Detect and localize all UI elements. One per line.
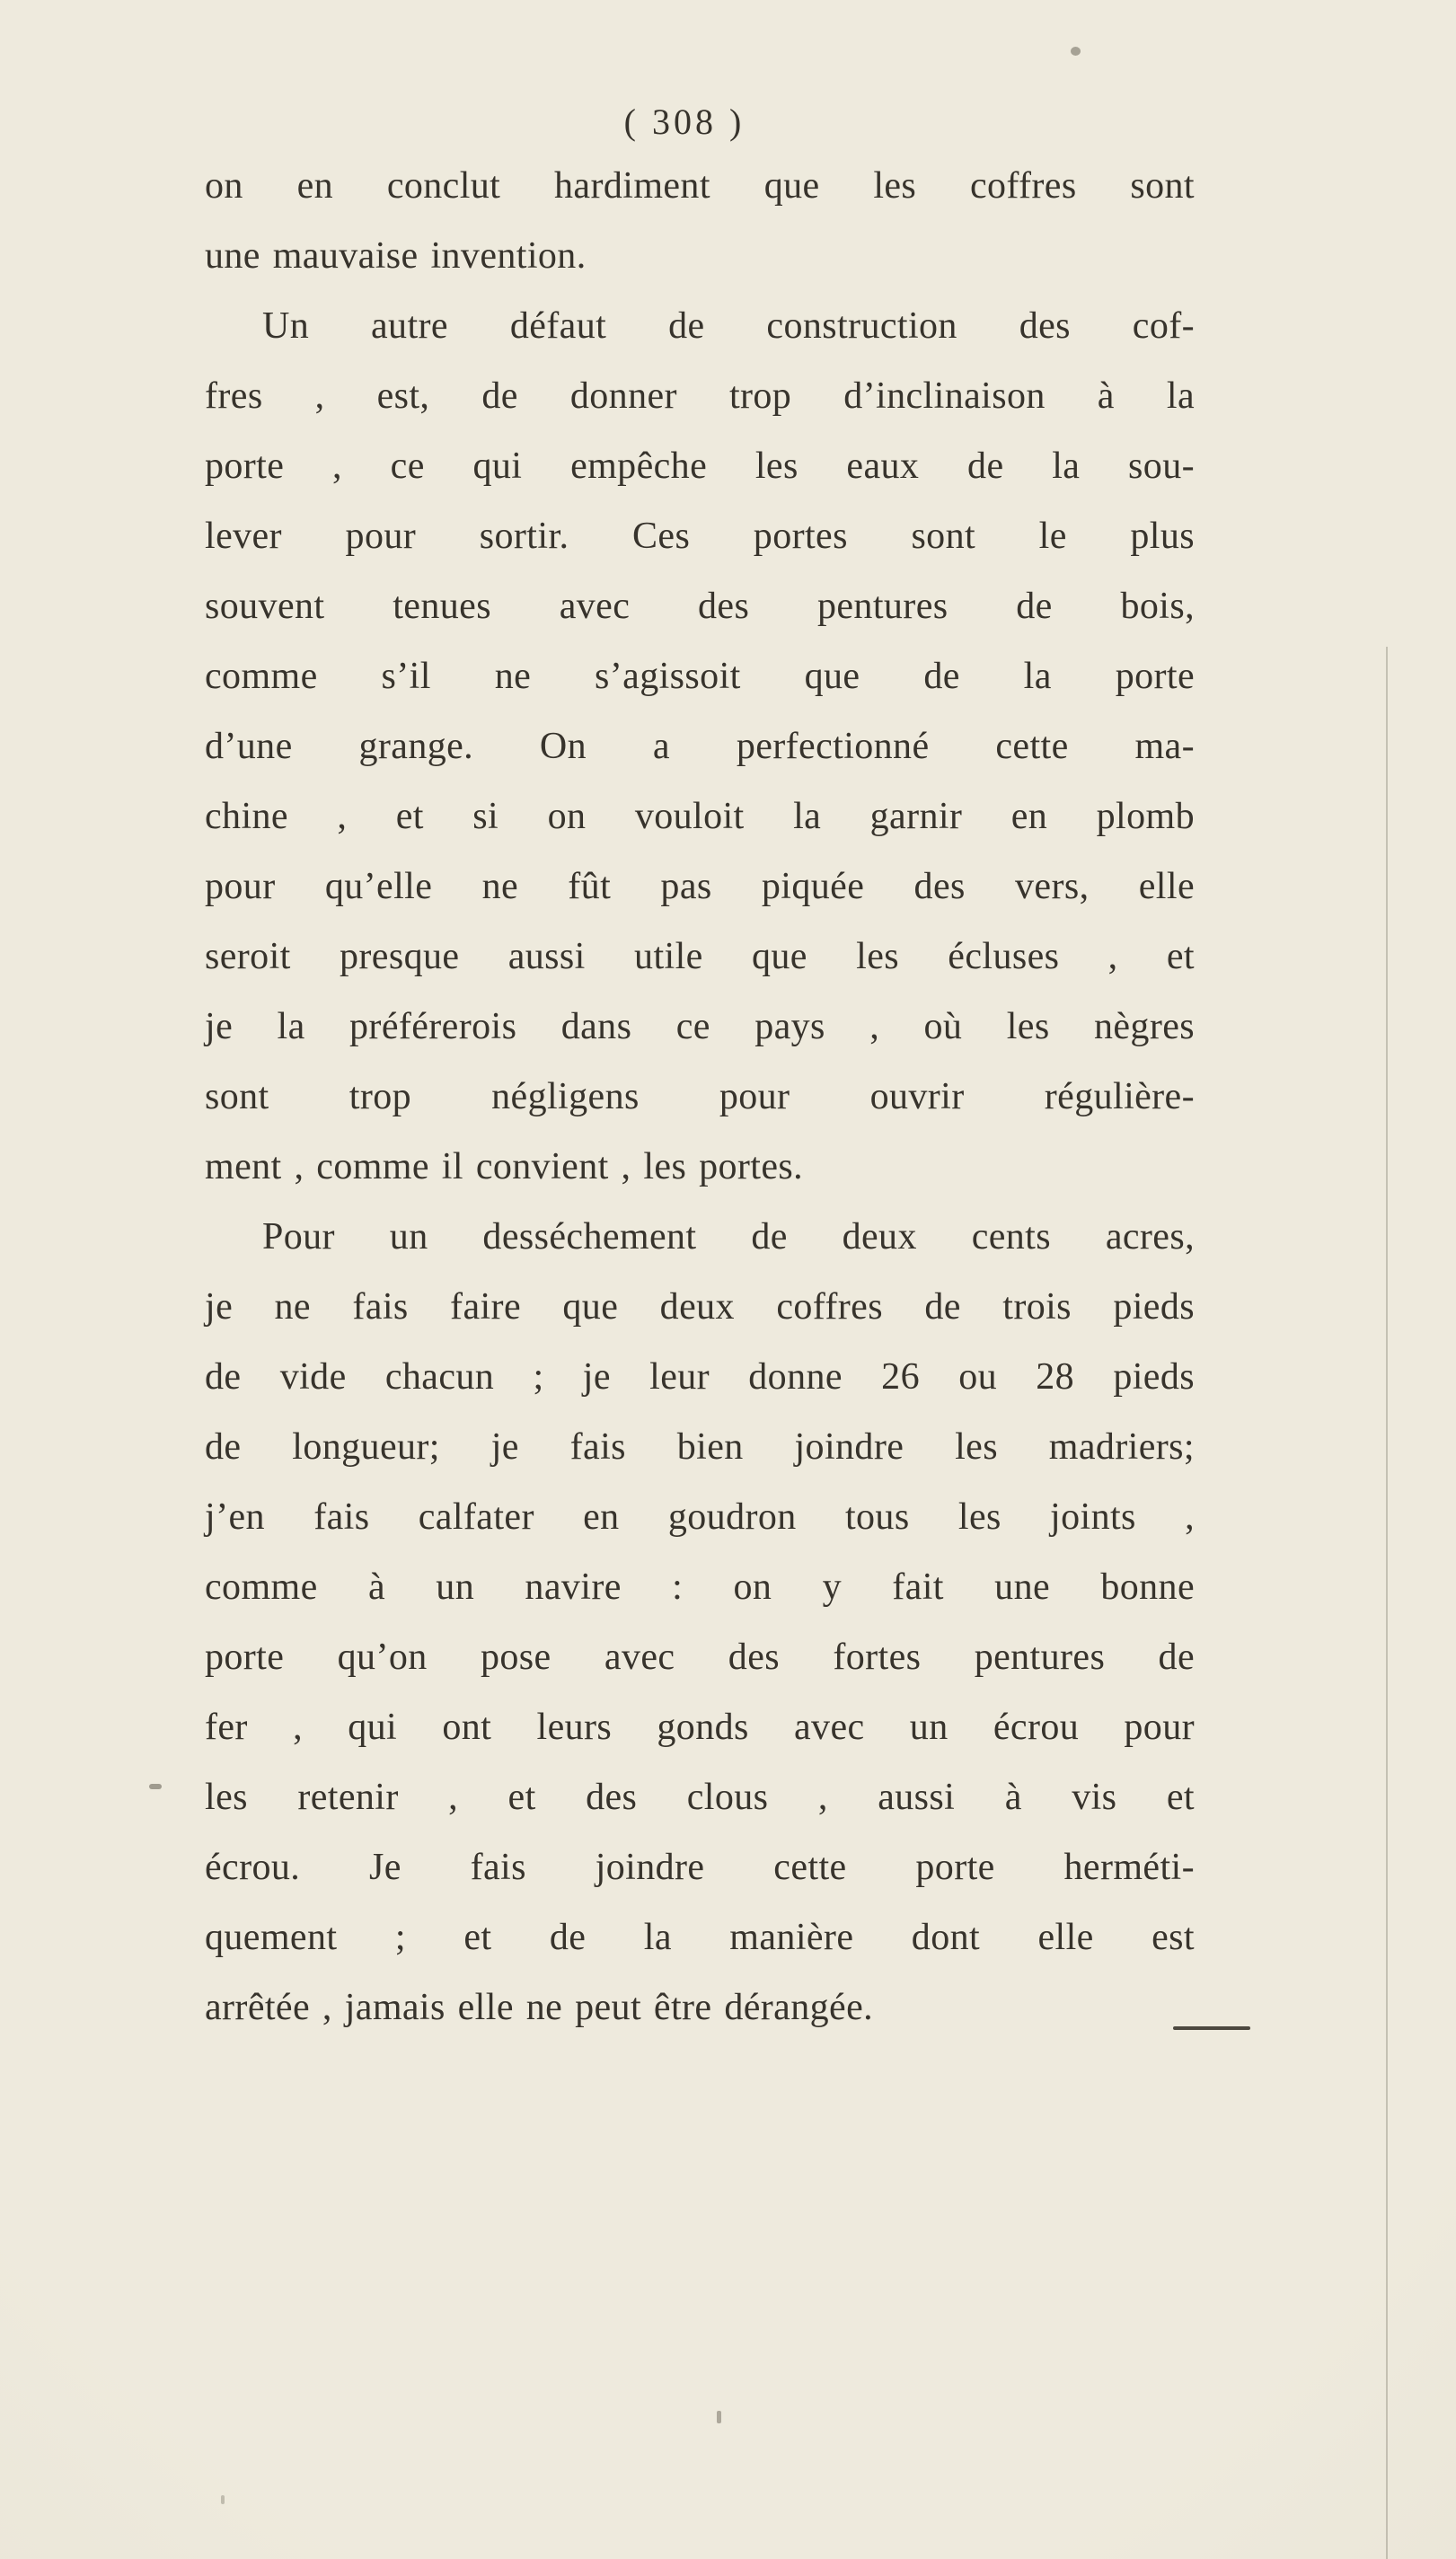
text-line: fer , qui ont leurs gonds avec un écrou pour bbox=[205, 1707, 1195, 1748]
text-block bbox=[205, 151, 1195, 2043]
text-line: quement ; et de la manière dont elle est bbox=[205, 1917, 1195, 1958]
text-line: les retenir , et des clous , aussi à vis et bbox=[205, 1777, 1195, 1818]
scan-edge-line bbox=[1386, 647, 1388, 2559]
text-line: chine , et si on vouloit la garnir en plomb bbox=[205, 796, 1195, 837]
text-line: ment , comme il convient , les portes. bbox=[205, 1146, 804, 1187]
text-line: pour qu’elle ne fût pas piquée des vers, elle bbox=[205, 866, 1195, 907]
text-line: de vide chacun ; je leur donne 26 ou 28 pieds bbox=[205, 1356, 1195, 1398]
text-line: d’une grange. On a perfectionné cette ma- bbox=[205, 726, 1195, 767]
footer-rule bbox=[1173, 2026, 1250, 2030]
ink-speck bbox=[1071, 47, 1081, 56]
text-line: Un autre défaut de construction des cof- bbox=[262, 305, 1195, 347]
text-line: comme à un navire : on y fait une bonne bbox=[205, 1566, 1195, 1608]
page-number: ( 308 ) bbox=[623, 101, 746, 142]
text-line: on en conclut hardiment que les coffres sont bbox=[205, 165, 1195, 207]
text-line: je la préférerois dans ce pays , où les nègres bbox=[205, 1006, 1195, 1047]
text-line: je ne fais faire que deux coffres de trois pieds bbox=[205, 1286, 1195, 1328]
text-line: une mauvaise invention. bbox=[205, 235, 587, 277]
text-line: sont trop négligens pour ouvrir régulière- bbox=[205, 1076, 1195, 1117]
text-line: Pour un desséchement de deux cents acres, bbox=[262, 1216, 1195, 1257]
text-line: souvent tenues avec des pentures de bois, bbox=[205, 586, 1195, 627]
text-line: porte qu’on pose avec des fortes pentures de bbox=[205, 1637, 1195, 1678]
ink-speck bbox=[717, 2411, 721, 2423]
text-line: de longueur; je fais bien joindre les madriers; bbox=[205, 1426, 1195, 1468]
ink-speck bbox=[149, 1784, 162, 1789]
text-line: lever pour sortir. Ces portes sont le plus bbox=[205, 516, 1195, 557]
ink-speck bbox=[221, 2495, 225, 2504]
text-line: fres , est, de donner trop d’inclinaison à la bbox=[205, 375, 1195, 417]
text-line: seroit presque aussi utile que les écluses , et bbox=[205, 936, 1195, 977]
text-line: arrêtée , jamais elle ne peut être dérangée. bbox=[205, 1987, 874, 2028]
text-line: porte , ce qui empêche les eaux de la sou- bbox=[205, 446, 1195, 487]
text-line: j’en fais calfater en goudron tous les joints , bbox=[205, 1496, 1195, 1538]
text-line: comme s’il ne s’agissoit que de la porte bbox=[205, 656, 1195, 697]
text-line: écrou. Je fais joindre cette porte herméti- bbox=[205, 1847, 1195, 1888]
